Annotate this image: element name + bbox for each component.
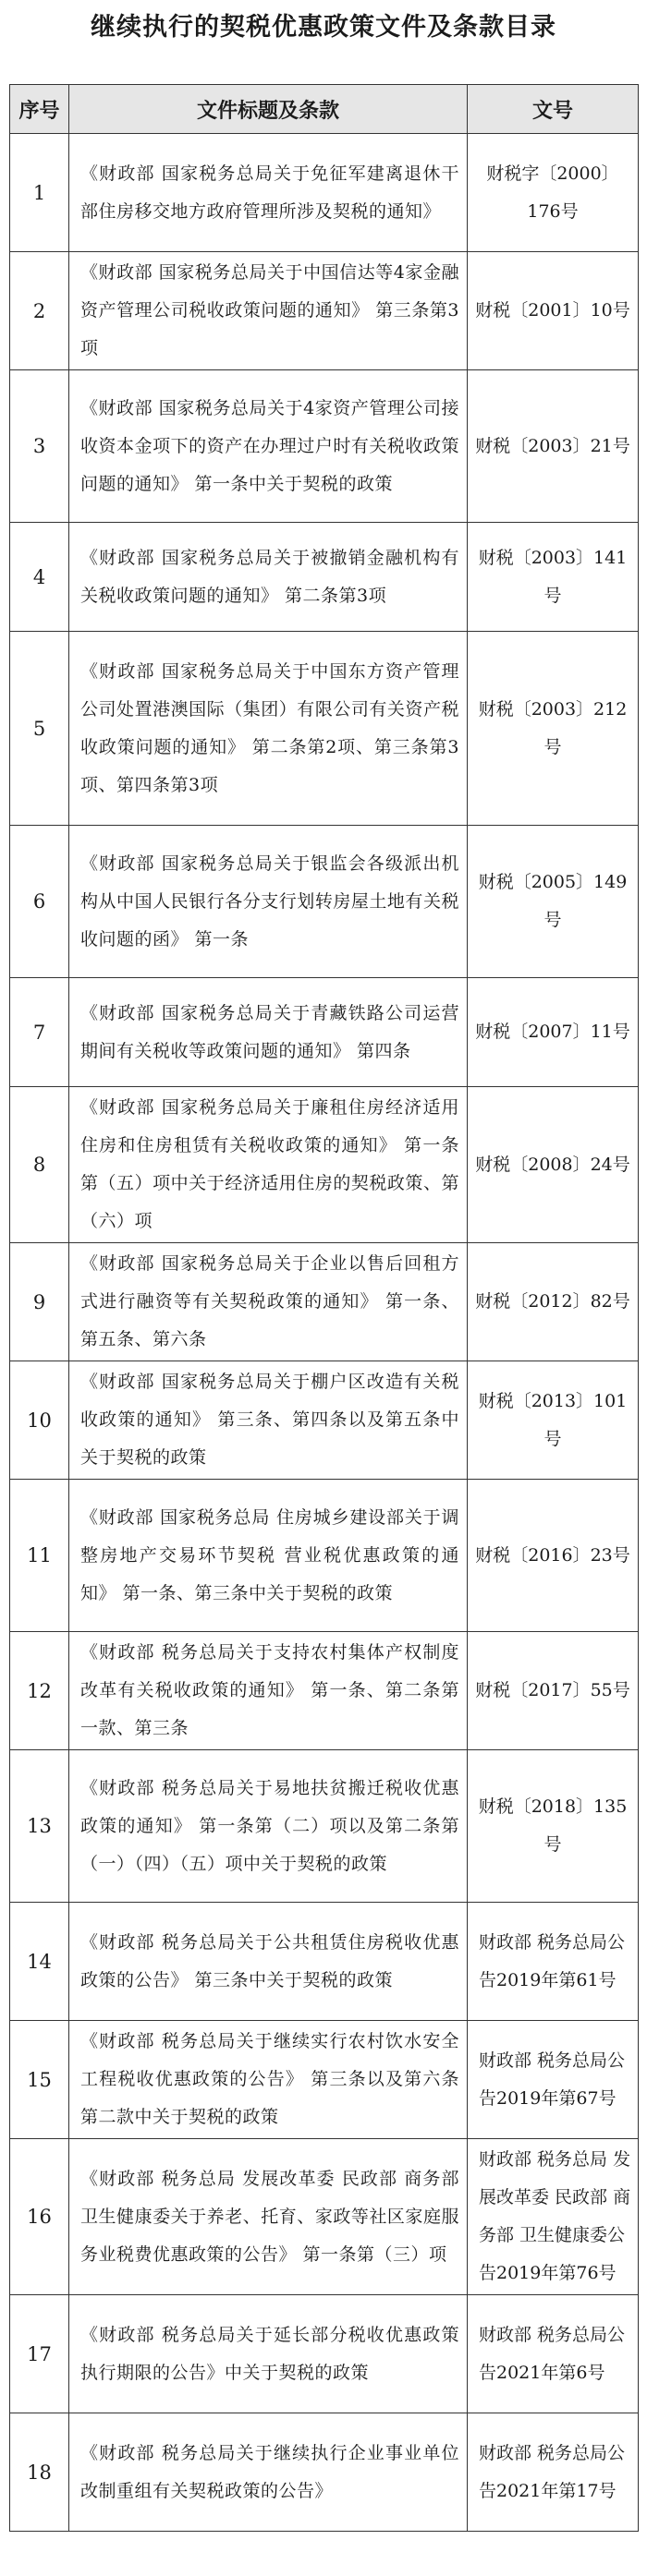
row-doc-number: 财政部 税务总局公告2019年第61号 [468,1903,639,2021]
row-title: 《财政部 税务总局关于支持农村集体产权制度改革有关税收政策的通知》 第一条、第二条第一款、第三条 [69,1632,468,1750]
table-row [10,252,639,370]
header-seq: 序号 [10,85,69,134]
row-title: 《财政部 国家税务总局关于免征军建离退休干部住房移交地方政府管理所涉及契税的通知》 [69,134,468,252]
table-row [10,1243,639,1361]
row-seq: 2 [10,252,69,370]
row-doc-number: 财政部 税务总局公告2021年第6号 [468,2295,639,2413]
row-seq: 18 [10,2413,69,2532]
row-seq: 14 [10,1903,69,2021]
row-doc-number: 财税〔2007〕11号 [468,978,639,1087]
table-row [10,2413,639,2532]
row-seq: 17 [10,2295,69,2413]
table-row [10,134,639,252]
row-doc-number: 财税〔2005〕149号 [468,826,639,978]
table-row [10,370,639,523]
row-title: 《财政部 国家税务总局关于廉租住房经济适用住房和住房租赁有关税收政策的通知》 第一条第（五）项中关于经济适用住房的契税政策、第（六）项 [69,1087,468,1243]
table-header-row [10,85,639,134]
header-title: 文件标题及条款 [69,85,468,134]
row-title: 《财政部 税务总局 发展改革委 民政部 商务部 卫生健康委关于养老、托育、家政等社区家庭服务业税费优惠政策的公告》 第一条第（三）项 [69,2139,468,2295]
row-title: 《财政部 国家税务总局关于银监会各级派出机构从中国人民银行各分支行划转房屋土地有关税收问题的函》 第一条 [69,826,468,978]
table-row [10,2021,639,2139]
policy-table [9,84,639,2532]
row-seq: 3 [10,370,69,523]
row-seq: 12 [10,1632,69,1750]
row-title: 《财政部 国家税务总局关于中国信达等4家金融资产管理公司税收政策问题的通知》 第三条第3项 [69,252,468,370]
row-seq: 10 [10,1361,69,1480]
row-title: 《财政部 税务总局关于易地扶贫搬迁税收优惠政策的通知》 第一条第（二）项以及第二条第（一）（四）（五）项中关于契税的政策 [69,1750,468,1903]
table-row [10,1087,639,1243]
table-row [10,1750,639,1903]
row-doc-number: 财税〔2013〕101号 [468,1361,639,1480]
row-seq: 5 [10,632,69,826]
row-title: 《财政部 税务总局关于延长部分税收优惠政策执行期限的公告》中关于契税的政策 [69,2295,468,2413]
table-row [10,523,639,632]
row-doc-number: 财税〔2016〕23号 [468,1480,639,1632]
header-doc-number: 文号 [468,85,639,134]
row-title: 《财政部 国家税务总局关于企业以售后回租方式进行融资等有关契税政策的通知》 第一条、第五条、第六条 [69,1243,468,1361]
table-row [10,1903,639,2021]
row-title: 《财政部 国家税务总局关于4家资产管理公司接收资本金项下的资产在办理过户时有关税收政策问题的通知》 第一条中关于契税的政策 [69,370,468,523]
table-row [10,1632,639,1750]
row-doc-number: 财政部 税务总局公告2021年第17号 [468,2413,639,2532]
row-title: 《财政部 国家税务总局关于棚户区改造有关税收政策的通知》 第三条、第四条以及第五条中关于契税的政策 [69,1361,468,1480]
row-seq: 8 [10,1087,69,1243]
table-row [10,1480,639,1632]
table-row [10,978,639,1087]
row-doc-number: 财税〔2003〕141号 [468,523,639,632]
row-doc-number: 财政部 税务总局公告2019年第67号 [468,2021,639,2139]
table-row [10,826,639,978]
row-doc-number: 财政部 税务总局 发展改革委 民政部 商务部 卫生健康委公告2019年第76号 [468,2139,639,2295]
row-doc-number: 财税〔2017〕55号 [468,1632,639,1750]
row-title: 《财政部 国家税务总局关于青藏铁路公司运营期间有关税收等政策问题的通知》 第四条 [69,978,468,1087]
table-row [10,2139,639,2295]
document-title: 继续执行的契税优惠政策文件及条款目录 [91,13,556,42]
table-row [10,632,639,826]
row-title: 《财政部 税务总局关于继续实行农村饮水安全工程税收优惠政策的公告》 第三条以及第六条第二款中关于契税的政策 [69,2021,468,2139]
row-seq: 1 [10,134,69,252]
row-title: 《财政部 国家税务总局 住房城乡建设部关于调整房地产交易环节契税 营业税优惠政策的通知》 第一条、第三条中关于契税的政策 [69,1480,468,1632]
row-seq: 9 [10,1243,69,1361]
row-doc-number: 财税〔2018〕135号 [468,1750,639,1903]
row-title: 《财政部 税务总局关于公共租赁住房税收优惠政策的公告》 第三条中关于契税的政策 [69,1903,468,2021]
row-title: 《财政部 国家税务总局关于中国东方资产管理公司处置港澳国际（集团）有限公司有关资产税收政策问题的通知》 第二条第2项、第三条第3项、第四条第3项 [69,632,468,826]
row-title: 《财政部 国家税务总局关于被撤销金融机构有关税收政策问题的通知》 第二条第3项 [69,523,468,632]
row-doc-number: 财税〔2003〕21号 [468,370,639,523]
row-title: 《财政部 税务总局关于继续执行企业事业单位改制重组有关契税政策的公告》 [69,2413,468,2532]
row-doc-number: 财税字〔2000〕176号 [468,134,639,252]
row-seq: 15 [10,2021,69,2139]
row-doc-number: 财税〔2008〕24号 [468,1087,639,1243]
row-doc-number: 财税〔2012〕82号 [468,1243,639,1361]
row-doc-number: 财税〔2001〕10号 [468,252,639,370]
row-seq: 4 [10,523,69,632]
row-seq: 6 [10,826,69,978]
table-row [10,2295,639,2413]
row-seq: 7 [10,978,69,1087]
row-seq: 11 [10,1480,69,1632]
table-row [10,1361,639,1480]
row-seq: 16 [10,2139,69,2295]
row-doc-number: 财税〔2003〕212号 [468,632,639,826]
row-seq: 13 [10,1750,69,1903]
